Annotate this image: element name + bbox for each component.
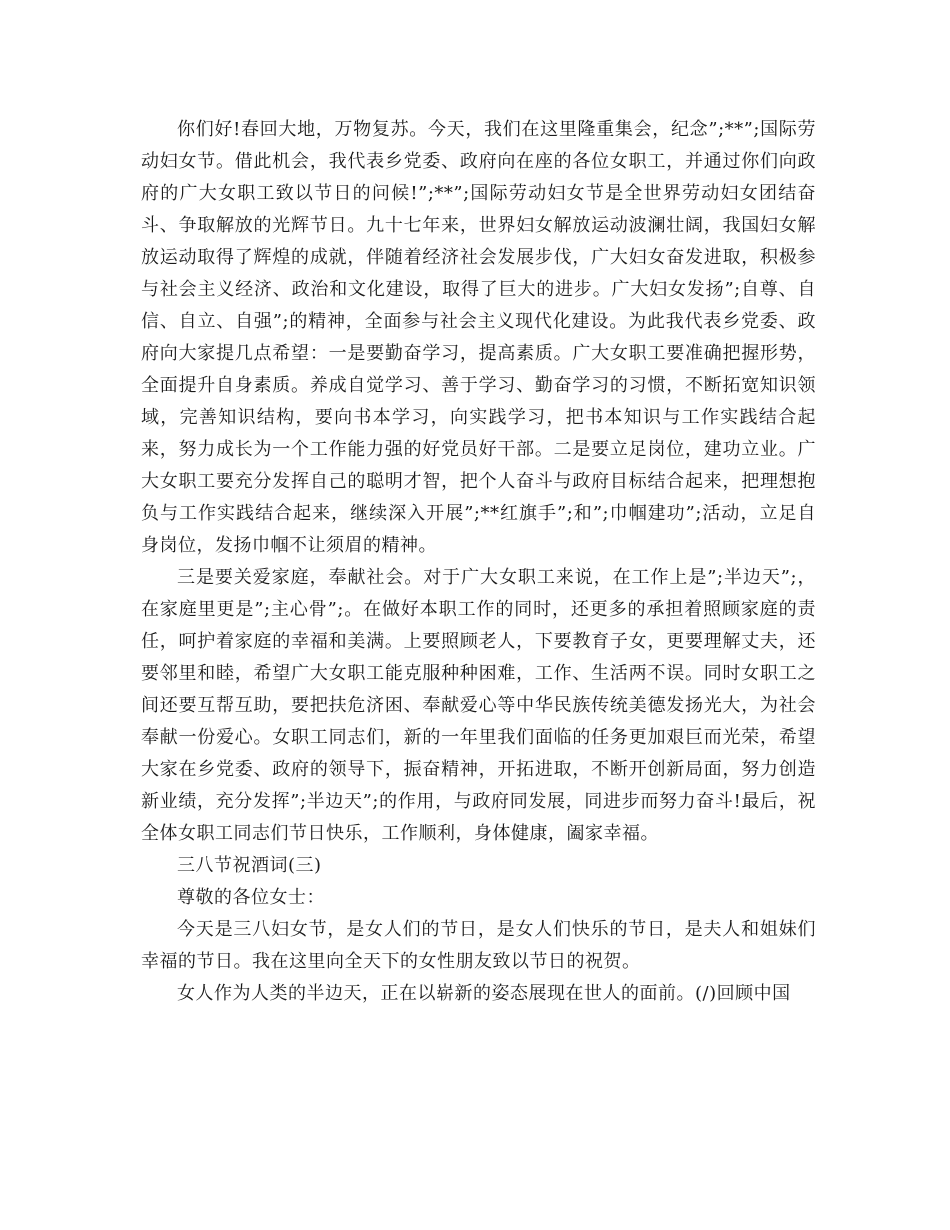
salutation: 尊敬的各位女士： <box>177 887 325 908</box>
body-paragraph-4: 女人作为人类的半边天，正在以崭新的姿态展现在世人的面前。(/)回顾中国 <box>177 983 791 1004</box>
body-paragraph-3: 今天是三八妇女节，是女人们的节日，是女人们快乐的节日，是夫人和姐妹们幸福的节日。我在这里向全天下的女性朋友致以节日的祝贺。 <box>141 919 816 972</box>
section-heading: 三八节祝酒词(三) <box>177 855 322 876</box>
body-paragraph-1: 你们好!春回大地，万物复苏。今天，我们在这里隆重集会，纪念”;**”;国际劳动妇女节。借此机会，我代表乡党委、政府向在座的各位女职工，并通过你们向政府的广大女职工致以节日的问候!”;**”;国际劳动妇女节是全世界劳动妇女团结奋斗、争取解放的光辉节日。九十七年来，世界妇女解放运动波澜壮阔，我国妇女解放运动取得了辉煌的成就，伴随着经济社会发展步伐，广大妇女奋发进取，积极参与社会主义经济、政治和文化建设，取得了巨大的进步。广大妇女发扬”;自尊、自信、自立、自强”;的精神，全面参与社会主义现代化建设。为此我代表乡党委、政府向大家提几点希望：一是要勤奋学习，提高素质。广大女职工要准确把握形势，全面提升自身素质。养成自觉学习、善于学习、勤奋学习的习惯，不断拓宽知识领域，完善知识结构，要向书本学习，向实践学习，把书本知识与工作实践结合起来，努力成长为一个工作能力强的好党员好干部。二是要立足岗位，建功立业。广大女职工要充分发挥自己的聪明才智，把个人奋斗与政府目标结合起来，把理想抱负与工作实践结合起来，继续深入开展”;**红旗手”;和”;巾帼建功”;活动，立足自身岗位，发扬巾帼不让须眉的精神。 <box>141 119 816 556</box>
body-paragraph-2: 三是要关爱家庭，奉献社会。对于广大女职工来说，在工作上是”;半边天”;，在家庭里更是”;主心骨”;。在做好本职工作的同时，还更多的承担着照顾家庭的责任，呵护着家庭的幸福和美满。上要照顾老人，下要教育子女，更要理解丈夫，还要邻里和睦，希望广大女职工能克服种种困难，工作、生活两不误。同时女职工之间还要互帮互助，要把扶危济困、奉献爱心等中华民族传统美德发扬光大，为社会奉献一份爱心。女职工同志们，新的一年里我们面临的任务更加艰巨而光荣，希望大家在乡党委、政府的领导下，振奋精神，开拓进取，不断开创新局面，努力创造新业绩，充分发挥”;半边天”;的作用，与政府同发展，同进步而努力奋斗!最后，祝全体女职工同志们节日快乐，工作顺利，身体健康，阖家幸福。 <box>141 567 816 844</box>
